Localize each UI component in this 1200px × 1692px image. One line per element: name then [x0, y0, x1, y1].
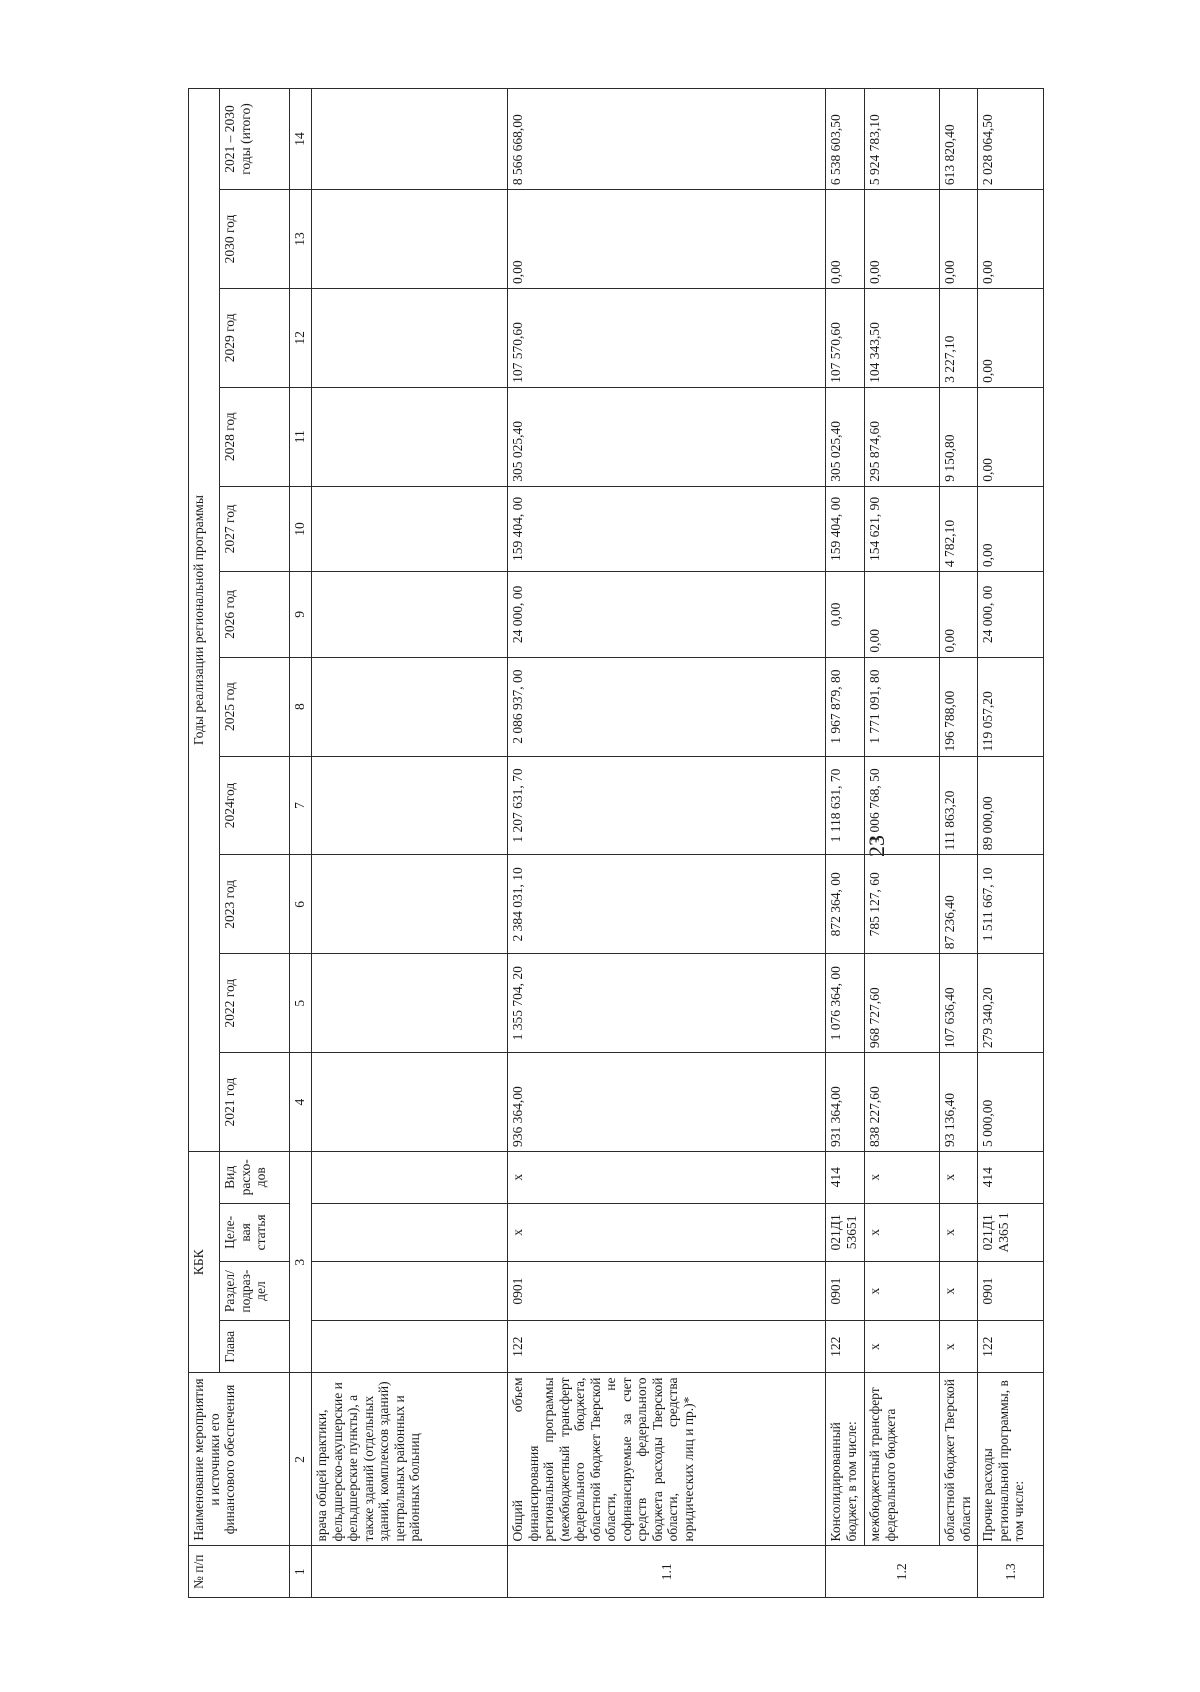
column-number: 6 [290, 855, 312, 954]
header-kbk-col: Вид расхо- дов [220, 1152, 290, 1204]
column-number: 11 [290, 387, 312, 486]
header-year: 2027 год [220, 486, 290, 571]
value-cell: 0,00 [978, 387, 1044, 486]
column-number: 12 [290, 288, 312, 387]
page-number: 23 [864, 835, 889, 857]
header-kbk: КБК [189, 1152, 220, 1373]
kbk-section: x [865, 1262, 940, 1321]
value-cell: 4 782,10 [940, 486, 978, 571]
kbk-chapter: x [940, 1320, 978, 1373]
value-cell: 305 025,40 [508, 387, 826, 486]
value-cell: 154 621, 90 [865, 486, 940, 571]
value-cell: 0,00 [978, 190, 1044, 289]
value-cell: 0,00 [508, 190, 826, 289]
value-cell: 872 364, 00 [826, 855, 865, 954]
value-cell: 87 236,40 [940, 855, 978, 954]
value-cell: 93 136,40 [940, 1053, 978, 1152]
value-cell [312, 190, 508, 289]
header-kbk-col: Глава [220, 1320, 290, 1373]
header-year: 2024год [220, 756, 290, 855]
column-number: 3 [290, 1152, 312, 1373]
kbk-chapter: 122 [508, 1320, 826, 1373]
header-year: 2029 год [220, 288, 290, 387]
value-cell: 785 127, 60 [865, 855, 940, 954]
value-cell [312, 387, 508, 486]
value-cell: 159 404, 00 [508, 486, 826, 571]
column-number: 8 [290, 657, 312, 756]
value-cell: 104 343,50 [865, 288, 940, 387]
row-name: Общий объем финансирования региональной программы (межбюджетный трансферт федерального бюджета, областной бюджет Тверской области, не софинансируемые за счет средств федерального бюджета расходы Тверской области, средства юридических лиц и пр.)* [508, 1373, 826, 1546]
value-cell: 119 057,20 [978, 657, 1044, 756]
value-cell: 1 118 631, 70 [826, 756, 865, 855]
value-cell: 936 364,00 [508, 1053, 826, 1152]
table-row [978, 89, 1044, 1598]
value-cell: 0,00 [940, 190, 978, 289]
value-cell: 111 863,20 [940, 756, 978, 855]
kbk-expense-type [312, 1152, 508, 1204]
value-cell: 24 000, 00 [508, 572, 826, 657]
value-cell [312, 756, 508, 855]
header-name: Наименование мероприятия и источники его финансового обеспечения [189, 1373, 290, 1546]
value-cell [312, 855, 508, 954]
value-cell: 3 227,10 [940, 288, 978, 387]
value-cell [312, 954, 508, 1053]
column-number: 14 [290, 89, 312, 190]
kbk-target-article: 021Д1 А365 1 [978, 1203, 1044, 1262]
value-cell [312, 486, 508, 571]
value-cell: 1 076 364, 00 [826, 954, 865, 1053]
value-cell: 305 025,40 [826, 387, 865, 486]
value-cell: 5 924 783,10 [865, 89, 940, 190]
value-cell: 1 207 631, 70 [508, 756, 826, 855]
column-number: 1 [290, 1546, 312, 1598]
value-cell: 0,00 [978, 486, 1044, 571]
row-name: областной бюджет Тверской области [940, 1373, 978, 1546]
value-cell: 295 874,60 [865, 387, 940, 486]
kbk-expense-type: x [940, 1152, 978, 1204]
financing-table [188, 88, 1044, 1598]
header-kbk-col: Целе- вая статья [220, 1203, 290, 1262]
value-cell: 107 636,40 [940, 954, 978, 1053]
table-row [312, 89, 508, 1598]
kbk-target-article: x [508, 1203, 826, 1262]
kbk-chapter: x [865, 1320, 940, 1373]
value-cell: 0,00 [865, 190, 940, 289]
value-cell: 6 538 603,50 [826, 89, 865, 190]
column-number: 10 [290, 486, 312, 571]
table-row [940, 89, 978, 1598]
value-cell [312, 657, 508, 756]
value-cell: 9 150,80 [940, 387, 978, 486]
row-number: 1.3 [978, 1546, 1044, 1598]
value-cell: 1 006 768, 50 [865, 756, 940, 855]
value-cell [312, 89, 508, 190]
kbk-expense-type: x [508, 1152, 826, 1204]
rotated-table-container [188, 88, 1068, 1598]
column-number: 7 [290, 756, 312, 855]
header-year-total: 2021 – 2030 годы (итого) [220, 89, 290, 190]
kbk-expense-type: x [865, 1152, 940, 1204]
kbk-section: 0901 [826, 1262, 865, 1321]
value-cell [312, 288, 508, 387]
header-year: 2023 год [220, 855, 290, 954]
value-cell: 0,00 [826, 190, 865, 289]
header-year: 2025 год [220, 657, 290, 756]
row-number: 1.1 [508, 1546, 826, 1598]
header-year: 2022 год [220, 954, 290, 1053]
kbk-expense-type: 414 [826, 1152, 865, 1204]
header-year: 2021 год [220, 1053, 290, 1152]
value-cell: 159 404, 00 [826, 486, 865, 571]
kbk-target-article: 021Д1 53651 [826, 1203, 865, 1262]
row-number: 1.2 [826, 1546, 978, 1598]
row-name: врача общей практики, фельдшерско-акушерские и фельдшерские пункты), а также зданий (отдельных зданий, комплексов зданий) центральных районных и районных больниц [312, 1373, 508, 1546]
value-cell: 2 028 064,50 [978, 89, 1044, 190]
column-numbers-row [290, 89, 312, 1598]
kbk-chapter [312, 1320, 508, 1373]
value-cell: 2 384 031, 10 [508, 855, 826, 954]
value-cell: 89 000,00 [978, 756, 1044, 855]
column-number: 13 [290, 190, 312, 289]
value-cell: 107 570,60 [826, 288, 865, 387]
value-cell: 1 511 667, 10 [978, 855, 1044, 954]
value-cell: 0,00 [826, 572, 865, 657]
value-cell: 5 000,00 [978, 1053, 1044, 1152]
value-cell: 838 227,60 [865, 1053, 940, 1152]
kbk-chapter: 122 [978, 1320, 1044, 1373]
header-years-group: Годы реализации региональной программы [189, 89, 220, 1152]
kbk-section [312, 1262, 508, 1321]
row-number [312, 1546, 508, 1598]
value-cell: 0,00 [978, 288, 1044, 387]
kbk-target-article [312, 1203, 508, 1262]
value-cell: 1 771 091, 80 [865, 657, 940, 756]
header-kbk-col: Раздел/ подраз- дел [220, 1262, 290, 1321]
header-year: 2028 год [220, 387, 290, 486]
value-cell: 1 355 704, 20 [508, 954, 826, 1053]
value-cell: 24 000, 00 [978, 572, 1044, 657]
value-cell: 107 570,60 [508, 288, 826, 387]
value-cell: 0,00 [940, 572, 978, 657]
value-cell: 0,00 [865, 572, 940, 657]
header-year: 2026 год [220, 572, 290, 657]
value-cell: 279 340,20 [978, 954, 1044, 1053]
column-number: 9 [290, 572, 312, 657]
table-row [826, 89, 865, 1598]
value-cell: 968 727,60 [865, 954, 940, 1053]
kbk-section: x [940, 1262, 978, 1321]
table-row [865, 89, 940, 1598]
header-year: 2030 год [220, 190, 290, 289]
value-cell: 8 566 668,00 [508, 89, 826, 190]
value-cell [312, 572, 508, 657]
kbk-expense-type: 414 [978, 1152, 1044, 1204]
header-no: № п/п [189, 1546, 290, 1598]
row-name: межбюджетный трансферт федерального бюджета [865, 1373, 940, 1546]
value-cell: 196 788,00 [940, 657, 978, 756]
column-number: 5 [290, 954, 312, 1053]
value-cell: 613 820,40 [940, 89, 978, 190]
row-name: Консолидированный бюджет, в том числе: [826, 1373, 865, 1546]
column-number: 2 [290, 1373, 312, 1546]
value-cell: 931 364,00 [826, 1053, 865, 1152]
kbk-target-article: x [940, 1203, 978, 1262]
table-row [508, 89, 826, 1598]
value-cell [312, 1053, 508, 1152]
value-cell: 1 967 879, 80 [826, 657, 865, 756]
row-name: Прочие расходы региональной программы, в том числе: [978, 1373, 1044, 1546]
kbk-chapter: 122 [826, 1320, 865, 1373]
kbk-section: 0901 [508, 1262, 826, 1321]
value-cell: 2 086 937, 00 [508, 657, 826, 756]
kbk-target-article: x [865, 1203, 940, 1262]
kbk-section: 0901 [978, 1262, 1044, 1321]
column-number: 4 [290, 1053, 312, 1152]
